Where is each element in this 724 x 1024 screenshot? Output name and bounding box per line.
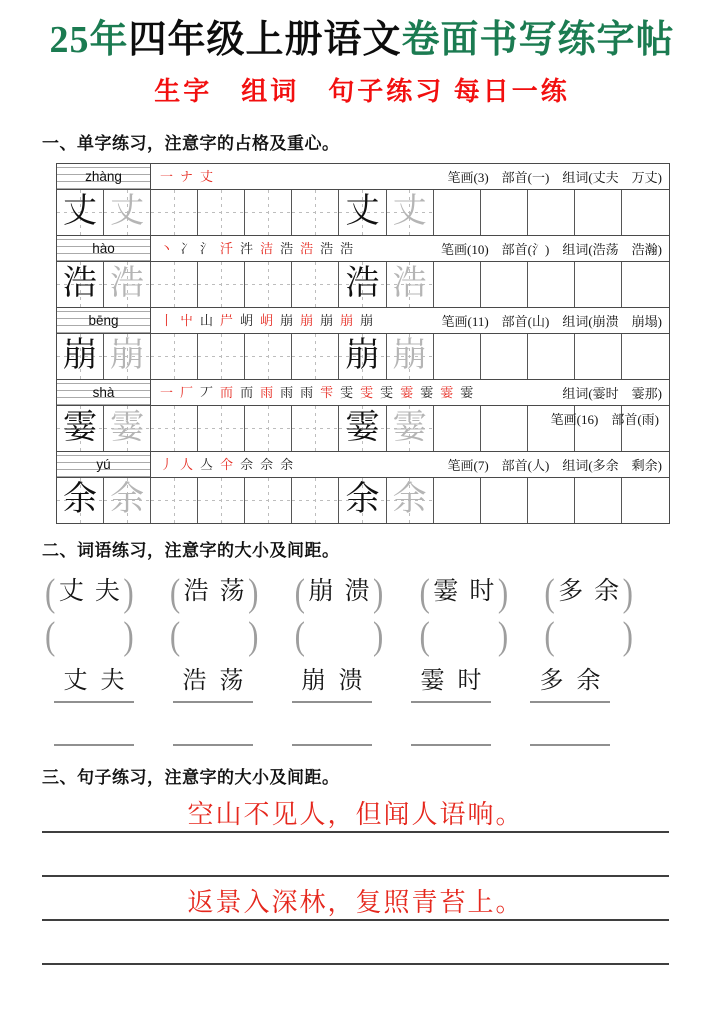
ghost-char: 余 bbox=[392, 481, 427, 519]
ghost-char: 霎 bbox=[392, 409, 427, 447]
close-paren: ) bbox=[622, 570, 633, 614]
word-label bbox=[180, 576, 248, 609]
stroke-step: 雨 bbox=[260, 384, 274, 400]
stroke-step: 浩 bbox=[320, 240, 334, 256]
practice-cell bbox=[481, 478, 528, 523]
pinyin-label: hào bbox=[92, 240, 115, 256]
word-label bbox=[55, 621, 123, 651]
close-paren: ) bbox=[622, 613, 633, 658]
char-group bbox=[57, 380, 669, 452]
sentence-line bbox=[42, 877, 669, 921]
stroke-step: 崩 bbox=[280, 312, 294, 328]
stroke-step: 而 bbox=[220, 384, 234, 400]
guided-empty-cell bbox=[198, 478, 245, 523]
char-info-text: 组词(霎时 霎那) bbox=[562, 385, 662, 401]
sentence-line bbox=[42, 794, 669, 833]
word-char: 时 bbox=[457, 668, 482, 695]
paren-group bbox=[544, 613, 633, 658]
blank-sentence-line bbox=[42, 833, 669, 877]
blank-word-line bbox=[411, 720, 491, 746]
word-char: 丈 bbox=[58, 577, 84, 605]
close-paren: ) bbox=[248, 613, 259, 658]
stroke-step: 一 bbox=[160, 168, 174, 184]
practice-cell bbox=[622, 334, 669, 379]
word-char: 丈 bbox=[63, 668, 88, 695]
guided-empty-cell bbox=[151, 478, 198, 523]
practice-cell bbox=[575, 190, 622, 235]
guided-empty-cell bbox=[292, 334, 339, 379]
practice-cell bbox=[481, 262, 528, 307]
practice-row bbox=[57, 262, 669, 308]
char-group bbox=[57, 308, 669, 380]
open-paren: ( bbox=[45, 613, 56, 658]
guided-empty-cell bbox=[245, 478, 292, 523]
guided-empty-cell bbox=[245, 190, 292, 235]
stroke-step: 霎 bbox=[440, 384, 454, 400]
model-char-cell bbox=[339, 478, 386, 523]
stroke-step: 霎 bbox=[460, 384, 474, 400]
stroke-step: 崩 bbox=[320, 312, 334, 328]
char-info-text: 笔画(11) 部首(山) 组词(崩溃 崩塌) bbox=[441, 313, 662, 329]
char-group bbox=[57, 236, 669, 308]
stroke-step: 洁 bbox=[260, 240, 274, 256]
ghost-char: 浩 bbox=[110, 265, 145, 303]
pinyin-cell bbox=[57, 452, 151, 477]
model-char: 丈 bbox=[63, 193, 98, 231]
blank-word-line bbox=[292, 720, 372, 746]
stroke-step: 霎 bbox=[420, 384, 434, 400]
open-paren: ( bbox=[294, 613, 305, 658]
char-row-header bbox=[57, 236, 669, 262]
char-info-text: 笔画(7) 部首(人) 组词(多余 剩余) bbox=[447, 457, 662, 473]
ghost-char-cell bbox=[387, 262, 434, 307]
stroke-order-sequence bbox=[160, 242, 353, 255]
word-char: 多 bbox=[539, 668, 564, 695]
open-paren: ( bbox=[419, 613, 430, 658]
word-label bbox=[555, 621, 623, 651]
underlined-word bbox=[173, 668, 253, 703]
stroke-info-area bbox=[151, 164, 669, 189]
model-char: 丈 bbox=[345, 193, 380, 231]
sentence-practice-block bbox=[42, 794, 669, 965]
stroke-step: 崩 bbox=[360, 312, 374, 328]
guided-empty-cell bbox=[245, 334, 292, 379]
model-char: 浩 bbox=[63, 265, 98, 303]
inline-stroke-info: 笔画(16) 部首(雨) bbox=[550, 411, 659, 427]
ghost-char-cell bbox=[387, 406, 434, 451]
ghost-char: 余 bbox=[110, 481, 145, 519]
practice-cell bbox=[481, 334, 528, 379]
word-char: 余 bbox=[594, 577, 620, 605]
blank-word-line bbox=[530, 720, 610, 746]
ghost-char-cell bbox=[387, 478, 434, 523]
word-underline-row-filled bbox=[54, 668, 610, 703]
word-paren-row-empty bbox=[45, 613, 633, 658]
paren-group bbox=[294, 613, 384, 658]
char-group bbox=[57, 452, 669, 523]
stroke-order-sequence bbox=[160, 314, 373, 327]
word-label bbox=[430, 576, 498, 609]
practice-row bbox=[57, 478, 669, 523]
model-char: 崩 bbox=[63, 337, 98, 375]
pinyin-label: zhàng bbox=[85, 168, 122, 184]
word-underline-row-empty bbox=[54, 720, 610, 746]
worksheet-title bbox=[0, 20, 724, 62]
underlined-word bbox=[54, 668, 134, 703]
practice-cell bbox=[575, 478, 622, 523]
stroke-step: 丈 bbox=[200, 168, 214, 184]
ghost-char: 霎 bbox=[110, 409, 145, 447]
pinyin-cell bbox=[57, 308, 151, 333]
blank-word-line bbox=[173, 720, 253, 746]
char-row-header bbox=[57, 452, 669, 478]
stroke-step: 人 bbox=[180, 456, 194, 472]
stroke-step: 佘 bbox=[260, 456, 274, 472]
word-char: 荡 bbox=[219, 577, 245, 605]
paren-group bbox=[294, 570, 384, 614]
word-char: 时 bbox=[469, 577, 495, 605]
ghost-char: 丈 bbox=[110, 193, 145, 231]
stroke-step: 冫 bbox=[180, 240, 194, 256]
model-char-cell bbox=[339, 262, 386, 307]
word-char: 浩 bbox=[183, 577, 209, 605]
guided-empty-cell bbox=[245, 262, 292, 307]
stroke-step: 雨 bbox=[300, 384, 314, 400]
model-char: 崩 bbox=[345, 337, 380, 375]
model-char-cell bbox=[339, 190, 386, 235]
guided-empty-cell bbox=[292, 406, 339, 451]
stroke-step: 丨 bbox=[160, 312, 174, 328]
paren-group bbox=[544, 570, 633, 614]
stroke-step: 汘 bbox=[220, 240, 234, 256]
stroke-step: 浩 bbox=[340, 240, 354, 256]
stroke-info-area bbox=[151, 236, 669, 261]
paren-group bbox=[419, 613, 509, 658]
stroke-step: 霎 bbox=[400, 384, 414, 400]
practice-cell bbox=[622, 478, 669, 523]
sentence-text: 返景入深林，复照青苔上。 bbox=[187, 888, 524, 917]
stroke-step: 丆 bbox=[200, 384, 214, 400]
pinyin-label: yú bbox=[96, 456, 111, 472]
guided-empty-cell bbox=[245, 406, 292, 451]
practice-cell bbox=[434, 406, 481, 451]
close-paren: ) bbox=[123, 613, 134, 658]
stroke-order-sequence bbox=[160, 458, 293, 471]
practice-cell bbox=[575, 334, 622, 379]
stroke-step: 亼 bbox=[200, 456, 214, 472]
model-char-cell bbox=[339, 406, 386, 451]
practice-cell bbox=[575, 262, 622, 307]
word-char: 多 bbox=[558, 577, 584, 605]
guided-empty-cell bbox=[198, 262, 245, 307]
open-paren: ( bbox=[419, 570, 430, 614]
practice-cell bbox=[528, 262, 575, 307]
model-char: 余 bbox=[345, 481, 380, 519]
close-paren: ) bbox=[372, 613, 384, 658]
underlined-word bbox=[530, 668, 610, 703]
ghost-char-cell bbox=[387, 334, 434, 379]
pinyin-label: bēng bbox=[88, 312, 119, 328]
guided-empty-cell bbox=[198, 334, 245, 379]
ghost-char-cell bbox=[104, 406, 151, 451]
paren-group bbox=[45, 613, 134, 658]
blank-word-line bbox=[54, 720, 134, 746]
guided-empty-cell bbox=[151, 190, 198, 235]
word-char: 夫 bbox=[94, 577, 120, 605]
model-char-cell bbox=[57, 190, 104, 235]
guided-empty-cell bbox=[292, 262, 339, 307]
stroke-step: 崩 bbox=[340, 312, 354, 328]
practice-table bbox=[56, 163, 670, 524]
char-info-text: 笔画(10) 部首(氵) 组词(浩荡 浩瀚) bbox=[441, 241, 662, 257]
stroke-step: 丿 bbox=[160, 456, 174, 472]
paren-group bbox=[169, 570, 259, 614]
worksheet-subtitle: 生字 组词 句子练习 每日一练 bbox=[154, 76, 570, 106]
stroke-step: 一 bbox=[160, 384, 174, 400]
stroke-step: 浩 bbox=[280, 240, 294, 256]
model-char-cell bbox=[57, 478, 104, 523]
practice-row bbox=[57, 190, 669, 236]
stroke-step: 而 bbox=[240, 384, 254, 400]
char-row-header bbox=[57, 164, 669, 190]
model-char: 霎 bbox=[345, 409, 380, 447]
word-label bbox=[430, 621, 498, 651]
char-group bbox=[57, 164, 669, 236]
word-char: 溃 bbox=[338, 668, 363, 695]
stroke-step: 雯 bbox=[360, 384, 374, 400]
open-paren: ( bbox=[169, 570, 181, 614]
close-paren: ) bbox=[497, 570, 509, 614]
guided-empty-cell bbox=[198, 406, 245, 451]
word-char: 浩 bbox=[182, 668, 207, 695]
ghost-char: 浩 bbox=[392, 265, 427, 303]
practice-cell bbox=[622, 262, 669, 307]
model-char-cell bbox=[339, 334, 386, 379]
stroke-order-sequence bbox=[160, 170, 213, 183]
word-char: 霎 bbox=[420, 668, 445, 695]
word-char: 崩 bbox=[308, 577, 334, 605]
title-grade: 四年级上册语文 bbox=[128, 19, 402, 61]
stroke-info-area bbox=[151, 308, 669, 333]
word-paren-row-filled bbox=[45, 570, 633, 614]
guided-empty-cell bbox=[151, 334, 198, 379]
close-paren: ) bbox=[372, 570, 384, 614]
stroke-step: 佘 bbox=[240, 456, 254, 472]
practice-row bbox=[57, 406, 669, 452]
stroke-step: 雫 bbox=[320, 384, 334, 400]
word-label bbox=[305, 621, 373, 651]
ghost-char-cell bbox=[104, 262, 151, 307]
word-label bbox=[555, 576, 623, 609]
stroke-step: 氵 bbox=[200, 240, 214, 256]
char-row-header bbox=[57, 308, 669, 334]
title-name: 卷面书写练字帖 bbox=[401, 19, 675, 61]
stroke-step: ナ bbox=[180, 168, 194, 184]
practice-cell bbox=[481, 190, 528, 235]
open-paren: ( bbox=[544, 570, 555, 614]
ghost-char: 崩 bbox=[392, 337, 427, 375]
word-char: 余 bbox=[576, 668, 601, 695]
ghost-char: 崩 bbox=[110, 337, 145, 375]
title-year: 25年 bbox=[49, 19, 129, 61]
section-2-heading: 二、词语练习，注意字的大小及间距。 bbox=[42, 540, 340, 560]
practice-cell bbox=[528, 190, 575, 235]
model-char: 浩 bbox=[345, 265, 380, 303]
stroke-step: 雯 bbox=[380, 384, 394, 400]
word-char: 荡 bbox=[219, 668, 244, 695]
stroke-step: 余 bbox=[280, 456, 294, 472]
practice-cell bbox=[481, 406, 528, 451]
practice-cell bbox=[434, 262, 481, 307]
model-char: 霎 bbox=[63, 409, 98, 447]
guided-empty-cell bbox=[151, 262, 198, 307]
stroke-step: 山 bbox=[200, 312, 214, 328]
model-char: 余 bbox=[63, 481, 98, 519]
close-paren: ) bbox=[123, 570, 134, 614]
ghost-char-cell bbox=[104, 334, 151, 379]
stroke-step: 厂 bbox=[180, 384, 194, 400]
ghost-char-cell bbox=[387, 190, 434, 235]
stroke-step: 屵 bbox=[220, 312, 234, 328]
stroke-order-sequence bbox=[160, 386, 473, 399]
practice-cell bbox=[622, 190, 669, 235]
guided-empty-cell bbox=[151, 406, 198, 451]
word-label bbox=[55, 576, 123, 609]
stroke-step: 雯 bbox=[340, 384, 354, 400]
stroke-step: 仐 bbox=[220, 456, 234, 472]
open-paren: ( bbox=[544, 613, 555, 658]
char-row-header bbox=[57, 380, 669, 406]
stroke-step: 岄 bbox=[240, 312, 254, 328]
practice-cell bbox=[434, 190, 481, 235]
stroke-step: 崩 bbox=[300, 312, 314, 328]
model-char-cell bbox=[57, 406, 104, 451]
open-paren: ( bbox=[169, 613, 181, 658]
practice-cell bbox=[528, 478, 575, 523]
word-char: 崩 bbox=[301, 668, 326, 695]
model-char-cell bbox=[57, 334, 104, 379]
model-char-cell bbox=[57, 262, 104, 307]
pinyin-cell bbox=[57, 380, 151, 405]
word-char: 溃 bbox=[344, 577, 370, 605]
paren-group bbox=[45, 570, 134, 614]
char-info-text: 笔画(3) 部首(一) 组词(丈夫 万丈) bbox=[447, 169, 662, 185]
pinyin-cell bbox=[57, 236, 151, 261]
stroke-info-area bbox=[151, 452, 669, 477]
word-char: 霎 bbox=[433, 577, 459, 605]
underlined-word bbox=[292, 668, 372, 703]
stroke-step: 丶 bbox=[160, 240, 174, 256]
practice-cell bbox=[434, 478, 481, 523]
practice-cell bbox=[528, 334, 575, 379]
guided-empty-cell bbox=[292, 478, 339, 523]
pinyin-cell bbox=[57, 164, 151, 189]
pinyin-label: shà bbox=[92, 384, 115, 400]
stroke-info-area bbox=[151, 380, 669, 405]
close-paren: ) bbox=[497, 613, 509, 658]
stroke-step: 屮 bbox=[180, 312, 194, 328]
guided-empty-cell bbox=[198, 190, 245, 235]
word-label bbox=[305, 576, 373, 609]
sentence-text: 空山不见人，但闻人语响。 bbox=[187, 800, 524, 829]
stroke-step: 岄 bbox=[260, 312, 274, 328]
ghost-char: 丈 bbox=[392, 193, 427, 231]
close-paren: ) bbox=[248, 570, 259, 614]
section-1-heading: 一、单字练习，注意字的占格及重心。 bbox=[42, 133, 340, 153]
paren-group bbox=[419, 570, 509, 614]
ghost-char-cell bbox=[104, 190, 151, 235]
practice-cell bbox=[434, 334, 481, 379]
stroke-step: 浩 bbox=[300, 240, 314, 256]
practice-row bbox=[57, 334, 669, 380]
section-3-heading: 三、句子练习，注意字的大小及间距。 bbox=[42, 767, 340, 787]
word-char: 夫 bbox=[100, 668, 125, 695]
stroke-step: 雨 bbox=[280, 384, 294, 400]
guided-empty-cell bbox=[292, 190, 339, 235]
open-paren: ( bbox=[45, 570, 56, 614]
blank-sentence-line bbox=[42, 921, 669, 965]
open-paren: ( bbox=[294, 570, 305, 614]
ghost-char-cell bbox=[104, 478, 151, 523]
stroke-step: 汼 bbox=[240, 240, 254, 256]
underlined-word bbox=[411, 668, 491, 703]
paren-group bbox=[169, 613, 259, 658]
word-label bbox=[180, 621, 248, 651]
